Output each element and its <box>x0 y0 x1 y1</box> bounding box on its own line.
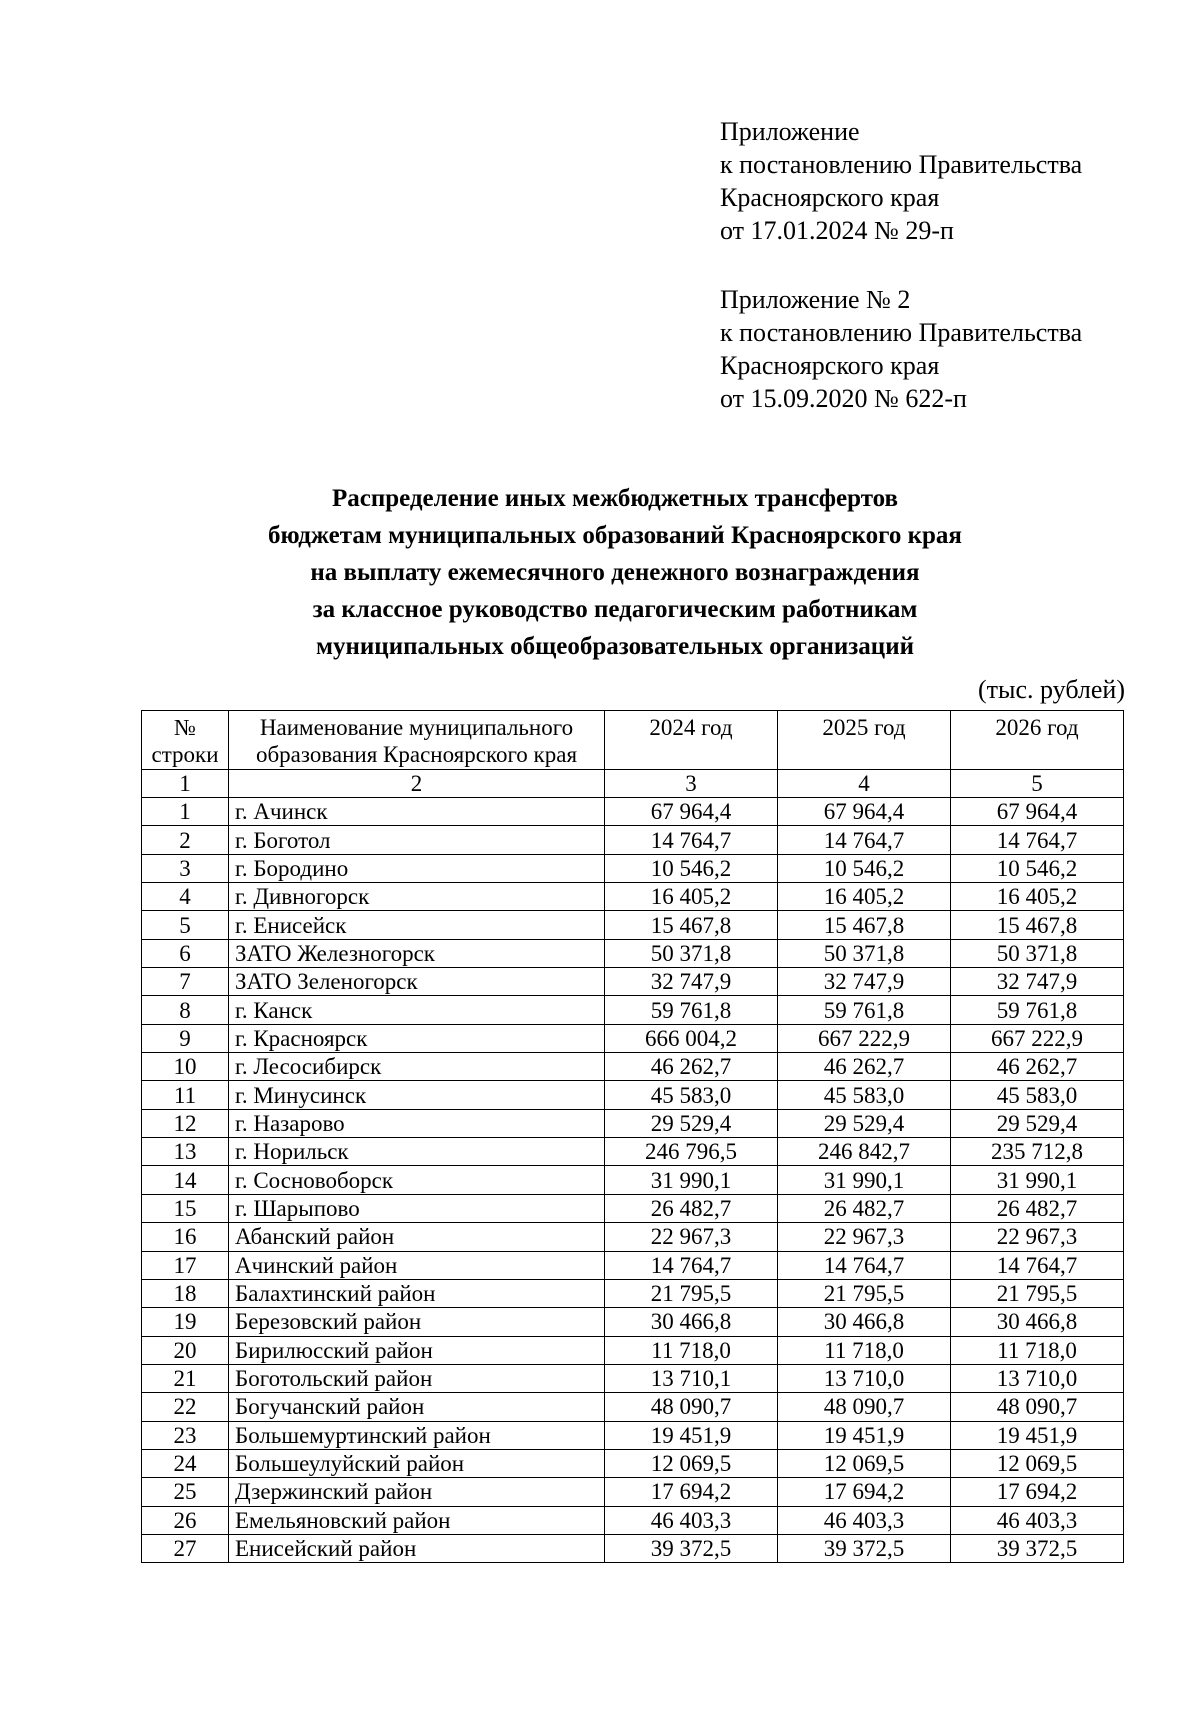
title-line: муниципальных общеобразовательных организаций <box>315 633 915 660</box>
title-line: на выплату ежемесячного денежного вознаграждения <box>310 559 920 586</box>
value-2025-cell: 26 482,7 <box>778 1194 951 1222</box>
table-row <box>142 996 1124 1024</box>
municipality-name-cell: г. Норильск <box>229 1138 605 1166</box>
appendix-line: от 15.09.2020 № 622-п <box>720 384 967 413</box>
value-2025-cell: 21 795,5 <box>778 1279 951 1307</box>
table-row <box>142 854 1124 882</box>
row-number-cell: 10 <box>142 1053 229 1081</box>
value-2026-cell: 45 583,0 <box>951 1081 1124 1109</box>
table-row <box>142 1449 1124 1477</box>
value-2025-cell: 32 747,9 <box>778 968 951 996</box>
row-number-cell: 16 <box>142 1223 229 1251</box>
municipality-name-cell: Енисейский район <box>229 1534 605 1562</box>
header-text: № <box>174 715 196 740</box>
value-2025-cell: 12 069,5 <box>778 1449 951 1477</box>
value-2024-cell: 30 466,8 <box>605 1308 778 1336</box>
value-2024-cell: 11 718,0 <box>605 1336 778 1364</box>
row-number-cell: 25 <box>142 1478 229 1506</box>
value-2025-cell: 39 372,5 <box>778 1534 951 1562</box>
value-2026-cell: 67 964,4 <box>951 798 1124 826</box>
value-2024-cell: 15 467,8 <box>605 911 778 939</box>
value-2026-cell: 46 262,7 <box>951 1053 1124 1081</box>
value-2025-cell: 31 990,1 <box>778 1166 951 1194</box>
table-row <box>142 1024 1124 1052</box>
row-number-cell: 22 <box>142 1393 229 1421</box>
value-2026-cell: 32 747,9 <box>951 968 1124 996</box>
row-number-cell: 4 <box>142 883 229 911</box>
value-2025-cell: 14 764,7 <box>778 826 951 854</box>
value-2024-cell: 46 403,3 <box>605 1506 778 1534</box>
municipality-name-cell: г. Канск <box>229 996 605 1024</box>
table-row <box>142 911 1124 939</box>
municipality-name-cell: г. Ачинск <box>229 798 605 826</box>
value-2026-cell: 26 482,7 <box>951 1194 1124 1222</box>
row-number-cell: 2 <box>142 826 229 854</box>
transfers-table <box>141 710 1124 1563</box>
table-row <box>142 1081 1124 1109</box>
header-text: Наименование муниципального <box>259 715 574 740</box>
value-2025-cell: 46 403,3 <box>778 1506 951 1534</box>
value-2025-cell: 30 466,8 <box>778 1308 951 1336</box>
municipality-name-cell: Боготольский район <box>229 1364 605 1392</box>
table-row <box>142 826 1124 854</box>
row-number-cell: 26 <box>142 1506 229 1534</box>
value-2024-cell: 21 795,5 <box>605 1279 778 1307</box>
value-2026-cell: 30 466,8 <box>951 1308 1124 1336</box>
value-2024-cell: 48 090,7 <box>605 1393 778 1421</box>
row-number-cell: 3 <box>142 854 229 882</box>
units-label: (тыс. рублей) <box>977 675 1125 704</box>
municipality-name-cell: Балахтинский район <box>229 1279 605 1307</box>
row-number-cell: 27 <box>142 1534 229 1562</box>
header-municipality <box>229 711 605 770</box>
row-number-cell: 8 <box>142 996 229 1024</box>
table-row <box>142 1478 1124 1506</box>
table-row <box>142 939 1124 967</box>
municipality-name-cell: г. Минусинск <box>229 1081 605 1109</box>
row-number-cell: 24 <box>142 1449 229 1477</box>
row-number-cell: 23 <box>142 1421 229 1449</box>
value-2026-cell: 235 712,8 <box>951 1138 1124 1166</box>
value-2024-cell: 31 990,1 <box>605 1166 778 1194</box>
municipality-name-cell: г. Шарыпово <box>229 1194 605 1222</box>
value-2025-cell: 22 967,3 <box>778 1223 951 1251</box>
value-2026-cell: 46 403,3 <box>951 1506 1124 1534</box>
header-2025: 2025 год <box>778 711 951 770</box>
table-row <box>142 1336 1124 1364</box>
value-2024-cell: 59 761,8 <box>605 996 778 1024</box>
appendix-line: к постановлению Правительства <box>720 150 1083 179</box>
table-row <box>142 1421 1124 1449</box>
municipality-name-cell: г. Красноярск <box>229 1024 605 1052</box>
header-text: строки <box>151 742 219 767</box>
value-2026-cell: 50 371,8 <box>951 939 1124 967</box>
value-2025-cell: 15 467,8 <box>778 911 951 939</box>
value-2024-cell: 666 004,2 <box>605 1024 778 1052</box>
value-2026-cell: 19 451,9 <box>951 1421 1124 1449</box>
municipality-name-cell: г. Сосновоборск <box>229 1166 605 1194</box>
table-row <box>142 1506 1124 1534</box>
table-row <box>142 1223 1124 1251</box>
value-2026-cell: 14 764,7 <box>951 826 1124 854</box>
value-2025-cell: 45 583,0 <box>778 1081 951 1109</box>
column-number: 5 <box>951 770 1124 798</box>
municipality-name-cell: г. Назарово <box>229 1109 605 1137</box>
value-2025-cell: 59 761,8 <box>778 996 951 1024</box>
row-number-cell: 12 <box>142 1109 229 1137</box>
value-2025-cell: 667 222,9 <box>778 1024 951 1052</box>
value-2024-cell: 14 764,7 <box>605 826 778 854</box>
municipality-name-cell: г. Енисейск <box>229 911 605 939</box>
row-number-cell: 7 <box>142 968 229 996</box>
value-2025-cell: 11 718,0 <box>778 1336 951 1364</box>
municipality-name-cell: Богучанский район <box>229 1393 605 1421</box>
row-number-cell: 14 <box>142 1166 229 1194</box>
column-number: 4 <box>778 770 951 798</box>
column-number: 1 <box>142 770 229 798</box>
value-2024-cell: 246 796,5 <box>605 1138 778 1166</box>
municipality-name-cell: г. Боготол <box>229 826 605 854</box>
value-2025-cell: 16 405,2 <box>778 883 951 911</box>
column-number-row <box>142 770 1124 798</box>
row-number-cell: 21 <box>142 1364 229 1392</box>
municipality-name-cell: Дзержинский район <box>229 1478 605 1506</box>
value-2025-cell: 246 842,7 <box>778 1138 951 1166</box>
value-2026-cell: 13 710,0 <box>951 1364 1124 1392</box>
value-2026-cell: 667 222,9 <box>951 1024 1124 1052</box>
value-2026-cell: 10 546,2 <box>951 854 1124 882</box>
value-2026-cell: 11 718,0 <box>951 1336 1124 1364</box>
municipality-name-cell: ЗАТО Зеленогорск <box>229 968 605 996</box>
table-row <box>142 798 1124 826</box>
value-2026-cell: 48 090,7 <box>951 1393 1124 1421</box>
value-2026-cell: 15 467,8 <box>951 911 1124 939</box>
municipality-name-cell: Ачинский район <box>229 1251 605 1279</box>
value-2025-cell: 46 262,7 <box>778 1053 951 1081</box>
table-row <box>142 1251 1124 1279</box>
value-2024-cell: 50 371,8 <box>605 939 778 967</box>
value-2025-cell: 17 694,2 <box>778 1478 951 1506</box>
row-number-cell: 18 <box>142 1279 229 1307</box>
municipality-name-cell: Емельяновский район <box>229 1506 605 1534</box>
appendix-block-original <box>720 283 1180 415</box>
appendix-line: Красноярского края <box>720 351 940 380</box>
municipality-name-cell: г. Дивногорск <box>229 883 605 911</box>
row-number-cell: 13 <box>142 1138 229 1166</box>
table-row <box>142 1279 1124 1307</box>
value-2026-cell: 17 694,2 <box>951 1478 1124 1506</box>
column-number: 2 <box>229 770 605 798</box>
value-2024-cell: 19 451,9 <box>605 1421 778 1449</box>
row-number-cell: 20 <box>142 1336 229 1364</box>
appendix-line: Красноярского края <box>720 183 940 212</box>
value-2024-cell: 29 529,4 <box>605 1109 778 1137</box>
value-2025-cell: 48 090,7 <box>778 1393 951 1421</box>
value-2024-cell: 22 967,3 <box>605 1223 778 1251</box>
title-line: Распределение иных межбюджетных трансфертов <box>331 485 899 512</box>
row-number-cell: 17 <box>142 1251 229 1279</box>
value-2025-cell: 19 451,9 <box>778 1421 951 1449</box>
table-row <box>142 1053 1124 1081</box>
title-line: за классное руководство педагогическим работникам <box>312 596 918 623</box>
table-row <box>142 1138 1124 1166</box>
value-2024-cell: 45 583,0 <box>605 1081 778 1109</box>
value-2025-cell: 13 710,0 <box>778 1364 951 1392</box>
value-2024-cell: 14 764,7 <box>605 1251 778 1279</box>
table-row <box>142 968 1124 996</box>
row-number-cell: 5 <box>142 911 229 939</box>
table-row <box>142 1308 1124 1336</box>
value-2026-cell: 39 372,5 <box>951 1534 1124 1562</box>
value-2024-cell: 17 694,2 <box>605 1478 778 1506</box>
value-2024-cell: 10 546,2 <box>605 854 778 882</box>
value-2024-cell: 12 069,5 <box>605 1449 778 1477</box>
value-2024-cell: 32 747,9 <box>605 968 778 996</box>
row-number-cell: 15 <box>142 1194 229 1222</box>
value-2025-cell: 29 529,4 <box>778 1109 951 1137</box>
value-2025-cell: 10 546,2 <box>778 854 951 882</box>
appendix-line: к постановлению Правительства <box>720 318 1083 347</box>
appendix-line: Приложение № 2 <box>720 285 911 314</box>
table-row <box>142 1109 1124 1137</box>
value-2026-cell: 16 405,2 <box>951 883 1124 911</box>
appendix-line: от 17.01.2024 № 29-п <box>720 216 954 245</box>
value-2024-cell: 67 964,4 <box>605 798 778 826</box>
value-2025-cell: 67 964,4 <box>778 798 951 826</box>
value-2026-cell: 22 967,3 <box>951 1223 1124 1251</box>
value-2026-cell: 29 529,4 <box>951 1109 1124 1137</box>
title-line: бюджетам муниципальных образований Красноярского края <box>268 522 962 549</box>
municipality-name-cell: г. Лесосибирск <box>229 1053 605 1081</box>
municipality-name-cell: Березовский район <box>229 1308 605 1336</box>
table-header-row <box>142 711 1124 770</box>
table-row <box>142 1166 1124 1194</box>
table-row <box>142 1194 1124 1222</box>
municipality-name-cell: Большемуртинский район <box>229 1421 605 1449</box>
value-2026-cell: 59 761,8 <box>951 996 1124 1024</box>
value-2026-cell: 12 069,5 <box>951 1449 1124 1477</box>
header-2026: 2026 год <box>951 711 1124 770</box>
appendix-line: Приложение <box>720 117 860 146</box>
value-2025-cell: 14 764,7 <box>778 1251 951 1279</box>
row-number-cell: 11 <box>142 1081 229 1109</box>
table-row <box>142 1364 1124 1392</box>
header-2024: 2024 год <box>605 711 778 770</box>
municipality-name-cell: ЗАТО Железногорск <box>229 939 605 967</box>
municipality-name-cell: г. Бородино <box>229 854 605 882</box>
value-2026-cell: 14 764,7 <box>951 1251 1124 1279</box>
value-2024-cell: 46 262,7 <box>605 1053 778 1081</box>
appendix-block-current <box>720 115 1180 247</box>
table-row <box>142 1534 1124 1562</box>
row-number-cell: 9 <box>142 1024 229 1052</box>
row-number-cell: 1 <box>142 798 229 826</box>
header-text: образования Красноярского края <box>255 742 578 767</box>
value-2024-cell: 26 482,7 <box>605 1194 778 1222</box>
header-row-number <box>142 711 229 770</box>
table-row <box>142 1393 1124 1421</box>
value-2025-cell: 50 371,8 <box>778 939 951 967</box>
value-2026-cell: 31 990,1 <box>951 1166 1124 1194</box>
value-2024-cell: 13 710,1 <box>605 1364 778 1392</box>
value-2024-cell: 16 405,2 <box>605 883 778 911</box>
municipality-name-cell: Бирилюсский район <box>229 1336 605 1364</box>
row-number-cell: 19 <box>142 1308 229 1336</box>
row-number-cell: 6 <box>142 939 229 967</box>
municipality-name-cell: Большеулуйский район <box>229 1449 605 1477</box>
value-2026-cell: 21 795,5 <box>951 1279 1124 1307</box>
column-number: 3 <box>605 770 778 798</box>
table-row <box>142 883 1124 911</box>
municipality-name-cell: Абанский район <box>229 1223 605 1251</box>
document-title <box>140 480 1090 665</box>
value-2024-cell: 39 372,5 <box>605 1534 778 1562</box>
